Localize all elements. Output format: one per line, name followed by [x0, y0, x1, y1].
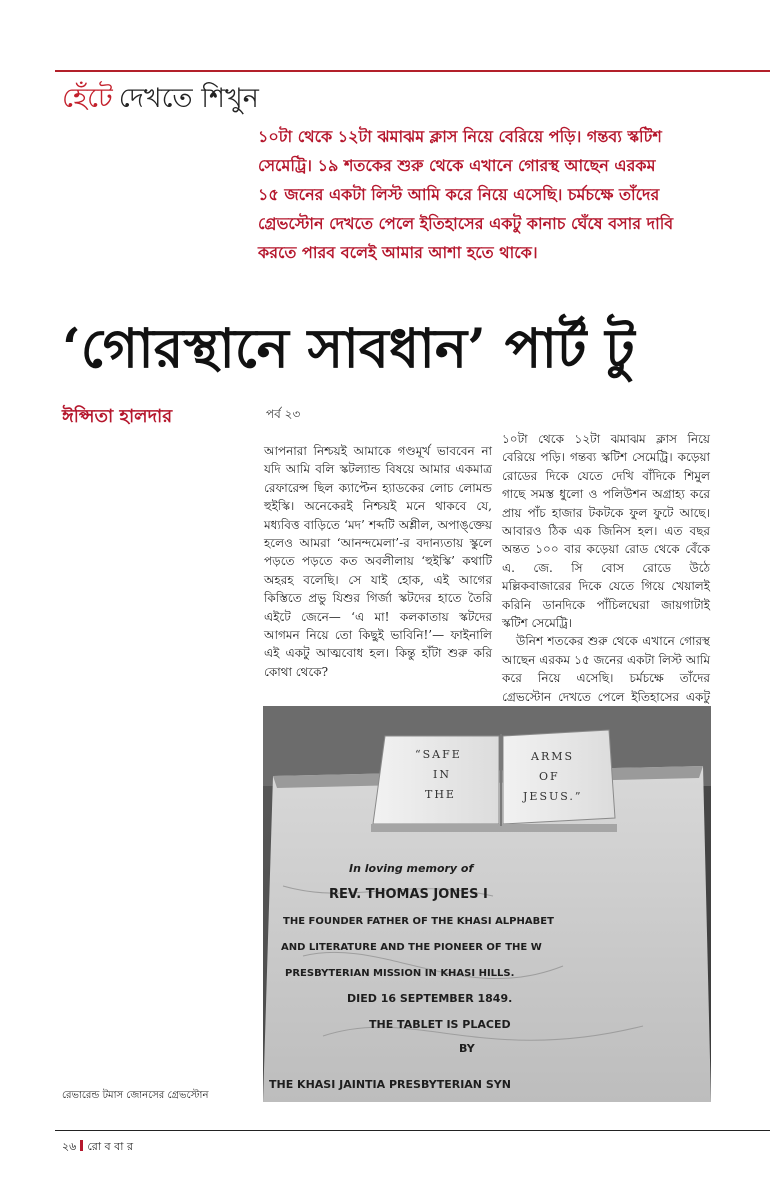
byline: ঈপ্সিতা হালদার [62, 406, 173, 427]
headline: ‘গোরস্থানে সাবধান’ পার্ট টু [62, 316, 635, 380]
gravestone-photo [263, 706, 711, 1102]
book-left-line-1: “SAFE [415, 748, 462, 761]
top-rule [55, 70, 770, 72]
body-paragraph-2: উনিশ শতকের শুরু থেকে এখানে গোরস্থ আছেন এরকম ১৫ জনের একটা লিস্ট আমি করে নিয়ে এসেছি। চর্মচক্ষে তাঁদের গ্রেভস্টোন দেখতে পেলে ইতিহাসের একটু [502, 634, 710, 704]
footer-divider [80, 1140, 83, 1151]
inscription-line-3: THE FOUNDER FATHER OF THE KHASI ALPHABET [283, 916, 554, 927]
body-column-2 [502, 430, 710, 743]
episode-label: পর্ব ২৩ [266, 407, 301, 421]
gravestone-illustration [263, 706, 711, 1102]
footer-rule [55, 1130, 770, 1131]
inscription-line-2: REV. THOMAS JONES I [329, 887, 488, 902]
book-right-line-2: OF [539, 770, 560, 783]
book-left-line-2: IN [433, 768, 451, 781]
body-column-1: আপনারা নিশ্চয়ই আমাকে গণ্ডমূর্খ ভাববেন না যদি আমি বলি স্কটল্যান্ড বিষয়ে আমার একমাত্র রেফারেন্স ছিল ক্যাপ্টেন হ্যাডকের লোচ লোমন্ড হুইস্কি। অনেকেরই নিশ্চয়ই মনে থাকবে যে, মধ্যবিত্ত বাড়িতে ‘মদ’ শব্দটি অশ্লীল, অপাঙ্‌ক্তেয় হলেও আমরা ‘আনন্দমেলা’-র বদান্যতায় স্কুলে পড়তে পড়তে কত অবলীলায় ‘হুইস্কি’ কথাটি অহরহ বলেছি। সে যাই হোক, এই আগের কিস্তিতে প্রভু যিশুর গির্জা স্কটদের হাতে তৈরি এইটে জেনে— ‘এ মা! কলকাতায় স্কটদের আগমন নিয়ে তো কিছুই ভাবিনি!’— ফাইনালি এই একটু আত্মবোধ হল। কিন্তু হাঁটা শুরু করি কোথা থেকে? [264, 444, 492, 679]
photo-caption: রেভারেন্ড টমাস জোনসের গ্রেভস্টোন [62, 1090, 209, 1101]
inscription-line-9: THE KHASI JAINTIA PRESBYTERIAN SYN [269, 1078, 511, 1091]
inscription-line-4: AND LITERATURE AND THE PIONEER OF THE W [281, 942, 542, 953]
page-footer [62, 1138, 133, 1157]
section-title-black: দেখতে শিখুন [118, 83, 259, 114]
inscription-line-1: In loving memory of [349, 862, 474, 875]
section-title-red: হেঁটে [62, 83, 113, 114]
book-left-line-3: THE [425, 788, 456, 801]
body-paragraph-1: ১০টা থেকে ১২টা ঝমাঝম ক্লাস নিয়ে বেরিয়ে পড়ি। গন্তব্য স্কটিশ সেমেট্রি। কড়েয়া রোডের দিকে যেতে দেখি বাঁদিকে শিমুল গাছে সমস্ত ধুলো ও পলিউশন অগ্রাহ্য করে প্রায় পাঁচ হাজার টকটকে ফুল ফুটে আছে। আবারও ঠিক এক জিনিস হল। এত বছর অন্তত ১০০ বার কড়েয়া রোড থেকে বেঁকে এ. জে. সি বোস রোডে উঠে মল্লিকবাজারের দিকে যেতে গিয়ে খেয়ালই করিনি ডানদিকে পাঁচিলঘেরা জায়গাটাই স্কটিশ সেমেট্রি। [502, 432, 710, 631]
book-right-line-1: ARMS [531, 750, 575, 763]
inscription-line-8: BY [459, 1042, 475, 1055]
book-right-line-3: JESUS.” [523, 790, 583, 803]
section-title [62, 82, 259, 116]
page-number: ২৬ [62, 1140, 77, 1153]
inscription-line-5: PRESBYTERIAN MISSION IN KHASI HILLS. [285, 968, 515, 979]
magazine-name: রো ব বা র [87, 1140, 133, 1153]
inscription-line-6: DIED 16 SEPTEMBER 1849. [347, 992, 513, 1005]
inscription-line-7: THE TABLET IS PLACED [369, 1018, 511, 1031]
lede-paragraph: ১০টা থেকে ১২টা ঝমাঝম ক্লাস নিয়ে বেরিয়ে পড়ি। গন্তব্য স্কটিশ সেমেট্রি। ১৯ শতকের শুরু থেকে এখানে গোরস্থ আছেন এরকম ১৫ জনের একটা লিস্ট আমি করে নিয়ে এসেছি। চর্মচক্ষে তাঁদের গ্রেভস্টোন দেখতে পেলে ইতিহাসের একটু কানাচ ঘেঁষে বসার দাবি করতে পারব বলেই আমার আশা হতে থাকে। [258, 127, 674, 262]
